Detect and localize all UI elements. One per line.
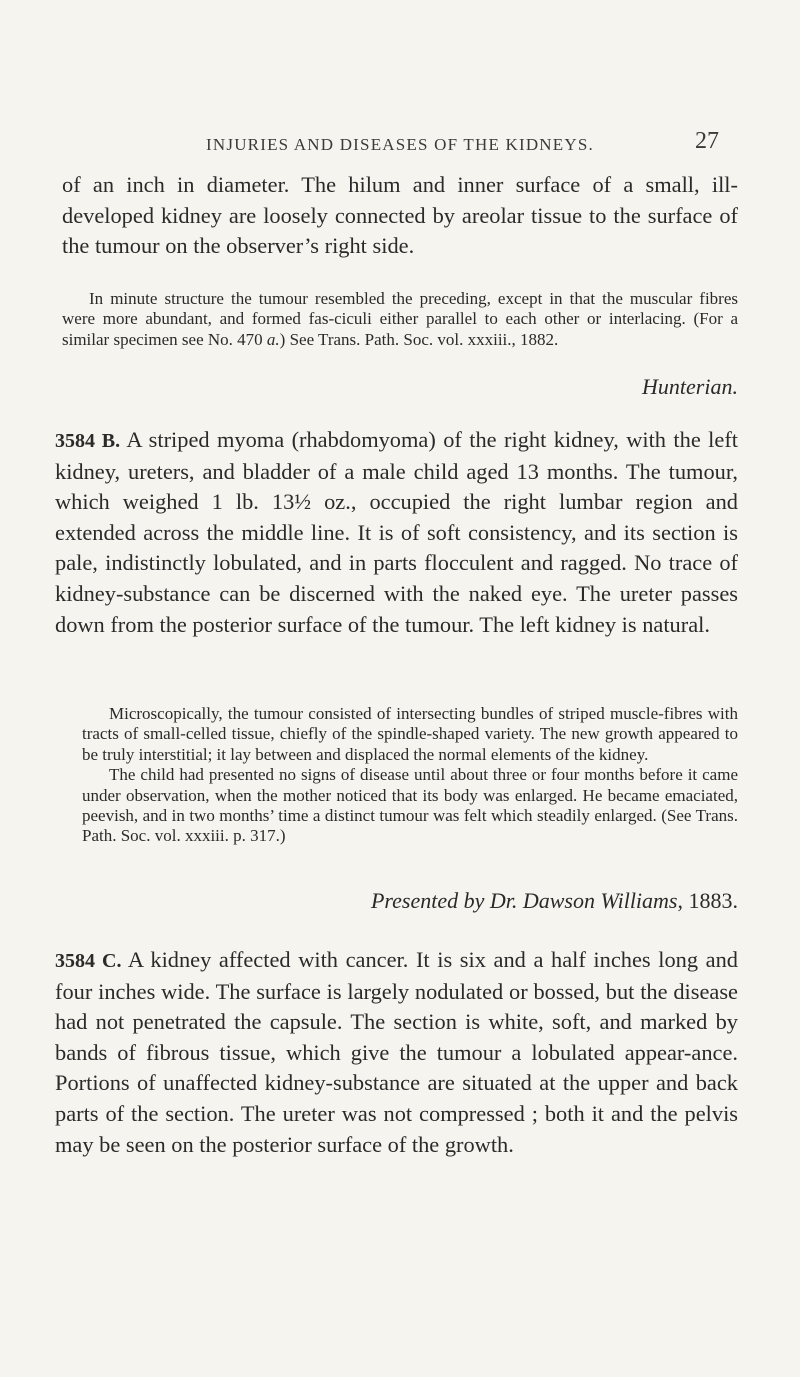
entry-3584b-source — [62, 888, 738, 914]
continuation-source: Hunterian. — [642, 374, 738, 399]
entry-3584b-text: A striped myoma (rhabdomyoma) of the right kidney, with the left kidney, ureters, and bladder of a male child aged 13 months. The tumour, which weighed 1 lb. 13½ oz., occupied the right lumbar region and extended across the middle line. It is of soft consistency, and its section is pale, indistinctly lobulated, and in parts flocculent and ragged. No trace of kidney-substance can be discerned with the naked eye. The ureter passes down from the posterior surface of the tumour. The left kidney is natural. — [55, 427, 738, 637]
entry-3584b-note-2: The child had presented no signs of disease until about three or four months before it came under observation, when the mother noticed that its body was enlarged. He became emaciated, peevish, and in two months’ time a distinct tumour was felt which steadily enlarged. (See Trans. Path. Soc. vol. xxxiii. p. 317.) — [82, 765, 738, 846]
entry-3584b — [55, 425, 738, 640]
entry-3584b-number: 3584 B. — [55, 430, 121, 452]
page-number: 27 — [695, 128, 719, 154]
continuation-paragraph — [62, 170, 738, 262]
entry-3584c-paragraph — [55, 945, 738, 1160]
entry-3584c-text: A kidney affected with cancer. It is six and a half inches long and four inches wide. The surface is largely nodulated or bossed, but the disease had not penetrated the capsule. The section is white, soft, and marked by bands of fibrous tissue, which give the tumour a lobulated appear-ance. Portions of unaffected kidney-substance are situated at the upper and back parts of the section. The ureter was not compressed ; both it and the pelvis may be seen on the posterior surface of the growth. — [55, 947, 738, 1157]
entry-3584b-presenter: Presented by Dr. Dawson Williams — [370, 888, 678, 913]
entry-3584b-paragraph — [55, 425, 738, 640]
entry-3584b-year: , 1883. — [677, 888, 738, 913]
entry-3584c-number: 3584 C. — [55, 950, 122, 972]
entry-3584b-notes — [82, 704, 738, 847]
entry-3584b-note-1: Microscopically, the tumour consisted of intersecting bundles of striped muscle-fibres with tracts of small-celled tissue, chiefly of the spindle-shaped variety. The new growth appeared to be truly interstitial; it lay between and displaced the normal elements of the kidney. — [82, 704, 738, 764]
continuation-note — [62, 289, 738, 350]
entry-3584c — [55, 945, 738, 1160]
continuation-note-text: In minute structure the tumour resembled the preceding, except in that the muscular fibres were more abundant, and formed fas-ciculi either parallel to each other or interlacing. (For a similar specimen see No. 470 a.) See Trans. Path. Soc. vol. xxxiii., 1882. — [62, 289, 738, 349]
continuation-text: of an inch in diameter. The hilum and inner surface of a small, ill-developed kidney are loosely connected by areolar tissue to the surface of the tumour on the observer’s right side. — [62, 172, 738, 259]
running-header: INJURIES AND DISEASES OF THE KIDNEYS. — [206, 135, 594, 154]
